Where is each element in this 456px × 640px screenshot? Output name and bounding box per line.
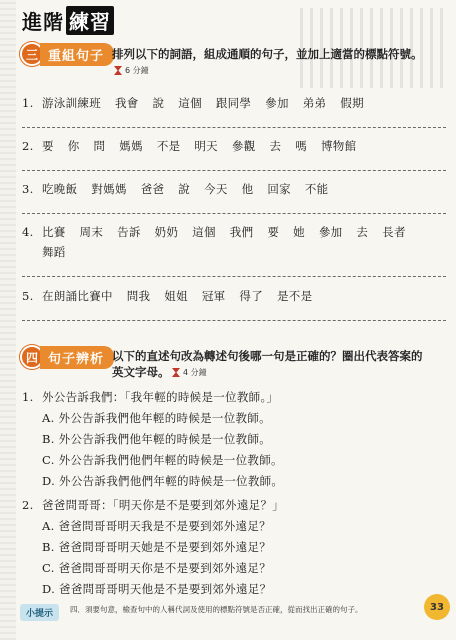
header-title-part2: 練習 bbox=[66, 6, 114, 35]
tip-text: 四．須要句意，檢查句中的人稱代詞及使用的標點符號是否正確，從而找出正確的句子。 bbox=[70, 605, 363, 614]
answer-line[interactable] bbox=[22, 213, 446, 214]
s1-question-1: 1. 游泳訓練班 我會 說 這個 跟同學 參加 弟弟 假期 bbox=[22, 96, 364, 110]
answer-line[interactable] bbox=[22, 276, 446, 277]
section1-timer bbox=[114, 65, 149, 76]
s2-q1-option-c[interactable]: C. 外公告訴我們他們年輕的時候是一位教師。 bbox=[42, 453, 283, 467]
section1-timer-text: 6 分鐘 bbox=[125, 66, 149, 75]
answer-line[interactable] bbox=[22, 170, 446, 171]
s2-q2-option-c[interactable]: C. 爸爸問哥哥明天你是不是要到郊外遠足？ bbox=[42, 561, 271, 575]
s2-q1-option-b[interactable]: B. 外公告訴我們他年輕的時候是一位教師。 bbox=[42, 432, 272, 446]
s2-question-2: 2. 爸爸問哥哥：「明天你是不是要到郊外遠足？」 bbox=[22, 498, 285, 512]
section1-instruction: 排列以下的詞語，組成通順的句子，並加上適當的標點符號。 bbox=[112, 47, 423, 61]
section2-instruction: 以下的直述句改為轉述句後哪一句是正確的？圈出代表答案的 bbox=[112, 349, 423, 363]
section1-banner bbox=[20, 42, 114, 66]
page-number: 33 bbox=[424, 594, 450, 620]
tip-label: 小提示 bbox=[20, 604, 59, 621]
s1-question-5: 5. 在朗誦比賽中 問我 姐姐 冠軍 得了 是不是 bbox=[22, 289, 313, 303]
s2-q2-option-d[interactable]: D. 爸爸問哥哥明天他是不是要到郊外遠足？ bbox=[42, 582, 272, 596]
section2-timer-text: 4 分鐘 bbox=[183, 368, 207, 377]
s2-q1-option-d[interactable]: D. 外公告訴我們他們年輕的時候是一位教師。 bbox=[42, 474, 284, 488]
section1-title: 重組句子 bbox=[40, 43, 114, 66]
s2-q2-option-b[interactable]: B. 爸爸問哥哥明天她是不是要到郊外遠足？ bbox=[42, 540, 272, 554]
hourglass-icon bbox=[172, 368, 180, 377]
s1-question-3: 3. 吃晚飯 對媽媽 爸爸 說 今天 他 回家 不能 bbox=[22, 182, 329, 196]
header-title-part1: 進階 bbox=[22, 9, 64, 34]
section2-instruction-cont: 英文字母。 bbox=[112, 365, 170, 379]
section2-timer bbox=[172, 367, 207, 378]
section2-title: 句子辨析 bbox=[40, 346, 114, 369]
s1-question-2: 2. 要 你 問 媽媽 不是 明天 參觀 去 嗎 博物館 bbox=[22, 139, 357, 153]
page-header bbox=[22, 6, 114, 34]
s2-q1-option-a[interactable]: A. 外公告訴我們他年輕的時候是一位教師。 bbox=[42, 411, 271, 425]
s1-question-4: 4. 比賽 周末 告訴 奶奶 這個 我們 要 她 參加 去 長者 bbox=[22, 225, 406, 239]
hourglass-icon bbox=[114, 66, 122, 75]
left-decorative-stripe bbox=[0, 0, 16, 640]
s2-question-1: 1. 外公告訴我們：「我年輕的時候是一位教師。」 bbox=[22, 390, 279, 404]
section2-number-badge: 四 bbox=[20, 345, 44, 369]
section1-number-badge: 三 bbox=[20, 42, 44, 66]
section2-banner bbox=[20, 345, 114, 369]
s2-q2-option-a[interactable]: A. 爸爸問哥哥明天我是不是要到郊外遠足？ bbox=[42, 519, 271, 533]
answer-line[interactable] bbox=[22, 127, 446, 128]
answer-line[interactable] bbox=[22, 320, 446, 321]
s1-question-4-continued: 舞蹈 bbox=[42, 245, 66, 259]
